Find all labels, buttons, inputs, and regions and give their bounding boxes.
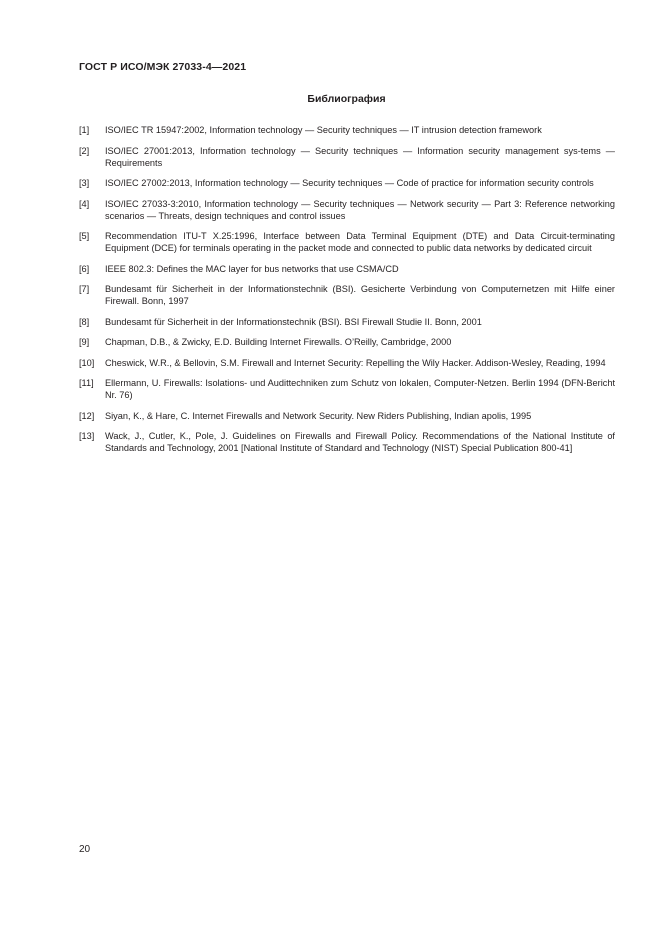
bibliography-entry	[79, 145, 615, 169]
bibliography-entry	[79, 430, 615, 454]
entry-text: Wack, J., Cutler, K., Pole, J. Guidelines on Firewalls and Firewall Policy. Recommendations of the National Institute of Standards and Technology, 2001 [National Institute of Standard and Technology (NIST) Special Publication 800-41]	[105, 431, 615, 453]
entry-number: [2]	[79, 145, 90, 156]
bibliography-entry	[79, 336, 615, 348]
entry-text: Ellermann, U. Firewalls: Isolations- und Audittechniken zum Schutz von lokalen, Computer-Netzen. Berlin 1994 (DFN-Bericht Nr. 76)	[105, 378, 615, 400]
entry-number: [8]	[79, 316, 90, 327]
bibliography-entry	[79, 357, 615, 369]
entry-text: IEEE 802.3: Defines the MAC layer for bus networks that use CSMA/CD	[105, 263, 399, 274]
entry-number: [5]	[79, 231, 90, 241]
entry-number: [1]	[79, 125, 90, 135]
entry-number: [9]	[79, 337, 90, 347]
entry-text: Bundesamt für Sicherheit in der Informationstechnik (BSI). BSI Firewall Studie II. Bonn, 2001	[105, 316, 482, 327]
bibliography-entry	[79, 230, 615, 254]
entry-text: ISO/IEC 27002:2013, Information technology — Security techniques — Code of practice for information security controls	[105, 178, 594, 188]
entry-number: [12]	[79, 410, 95, 421]
bibliography-entry	[79, 124, 615, 136]
bibliography-entry	[79, 263, 615, 275]
entry-text: ISO/IEC TR 15947:2002, Information technology — Security techniques — IT intrusion detection framework	[105, 125, 542, 135]
entry-number: [3]	[79, 178, 90, 188]
bibliography-list	[79, 124, 615, 463]
bibliography-entry	[79, 198, 615, 222]
entry-text: Bundesamt für Sicherheit in der Informationstechnik (BSI). Gesicherte Verbindung von Computernetzen mit Hilfe einer Firewall. Bonn, 1997	[105, 284, 615, 306]
entry-number: [11]	[79, 378, 94, 388]
bibliography-entry	[79, 410, 615, 422]
bibliography-entry	[79, 177, 615, 189]
entry-number: [6]	[79, 263, 90, 274]
entry-text: Recommendation ITU-T X.25:1996, Interface between Data Terminal Equipment (DTE) and Data Circuit-terminating Equipment (DCE) for terminals operating in the packet mode and connected to public data networks by dedicated circuit	[105, 231, 615, 253]
section-title: Библиография	[307, 93, 386, 105]
bibliography-entry	[79, 316, 615, 328]
bibliography-entry	[79, 283, 615, 307]
entry-number: [13]	[79, 431, 95, 441]
bibliography-entry	[79, 377, 615, 401]
entry-text: Chapman, D.B., & Zwicky, E.D. Building Internet Firewalls. O’Reilly, Cambridge, 2000	[105, 337, 452, 347]
page-number: 20	[79, 844, 91, 855]
standard-header: ГОСТ Р ИСО/МЭК 27033-4—2021	[79, 61, 247, 73]
entry-text: Siyan, K., & Hare, C. Internet Firewalls and Network Security. New Riders Publishing, Indian apolis, 1995	[105, 410, 532, 421]
entry-text: ISO/IEC 27001:2013, Information technology — Security techniques — Information security management sys-tems — Requirements	[105, 145, 615, 168]
entry-number: [10]	[79, 357, 95, 368]
entry-text: ISO/IEC 27033-3:2010, Information technology — Security techniques — Network security — Part 3: Reference networking scenarios — Threats, design techniques and control issues	[105, 198, 615, 221]
entry-number: [4]	[79, 198, 90, 209]
entry-text: Cheswick, W.R., & Bellovin, S.M. Firewall and Internet Security: Repelling the Wily Hacker. Addison-Wesley, Reading, 1994	[105, 357, 606, 368]
entry-number: [7]	[79, 284, 90, 294]
